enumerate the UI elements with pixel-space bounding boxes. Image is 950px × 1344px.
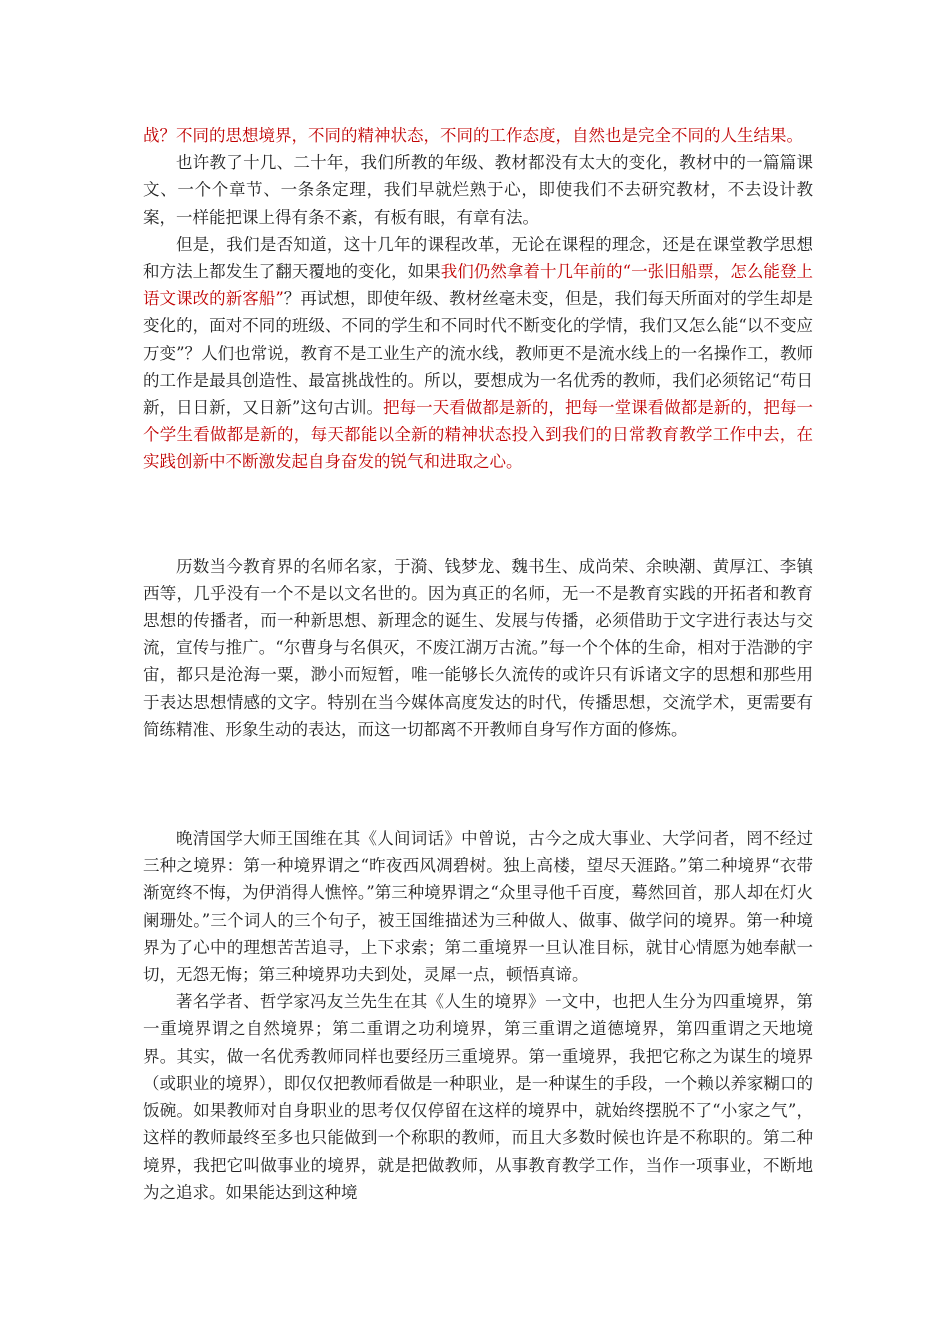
paragraph-curriculum-reform bbox=[143, 231, 813, 476]
reform-text-body: ？再试想，即使年级、教材丝毫未变，但是，我们每天所面对的学生却是变化的，面对不同的班级、不同的学生和不同时代不断变化的学情，我们又怎么能“以不变应万变”？人们也常说，教育不是工业生产的流水线，教师更不是流水线上的一名操作工，教师的工作是最具创造性、最富挑战性的。所以，要想成为一名优秀的教师，我们必须铭记“苟日新，日日新，又日新”这句古训。 bbox=[143, 289, 813, 418]
reform-highlight-ticket: 我们仍然拿着十几年前的“一张旧船票，怎么能登上语文课改的新客船” bbox=[143, 262, 813, 309]
reform-highlight-renewal: 把每一天看做都是新的，把每一堂课看做都是新的，把每一个学生看做都是新的，每天都能以全新的精神状态投入到我们的日常教育教学工作中去，在实践创新中不断激发起自身奋发的锐气和进取之心。 bbox=[143, 398, 814, 472]
paragraph-teaching-experience: 也许教了十几、二十年，我们所教的年级、教材都没有太大的变化，教材中的一篇篇课文、一个个章节、一条条定理，我们早就烂熟于心，即使我们不去研究教材，不去设计教案，一样能把课上得有条不紊，有板有眼，有章有法。 bbox=[143, 153, 813, 227]
document-body bbox=[143, 122, 813, 1206]
reform-text-intro: 但是，我们是否知道，这十几年的课程改革，无论在课程的理念，还是在课堂教学思想和方法上都发生了翻天覆地的变化，如果 bbox=[143, 234, 813, 282]
section-spacer bbox=[143, 476, 813, 553]
paragraph-feng-youlan: 著名学者、哲学家冯友兰先生在其《人生的境界》一文中，也把人生分为四重境界，第一重境界谓之自然境界；第二重谓之功利境界，第三重谓之道德境界，第四重谓之天地境界。其实，做一名优秀教师同样也要经历三重境界。第一重境界，我把它称之为谋生的境界（或职业的境界），即仅仅把教师看做是一种职业，是一种谋生的手段，一个赖以养家糊口的饭碗。如果教师对自身职业的思考仅仅停留在这样的境界中，就始终摆脱不了“小家之气”，这样的教师最终至多也只能做到一个称职的教师，而且大多数时候也许是不称职的。第二种境界，我把它叫做事业的境界，就是把做教师，从事教育教学工作，当作一项事业，不断地为之追求。如果能达到这种境 bbox=[143, 992, 813, 1202]
paragraph-famous-teachers: 历数当今教育界的名师名家，于漪、钱梦龙、魏书生、成尚荣、余映潮、黄厚江、李镇西等，几乎没有一个不是以文名世的。因为真正的名师，无一不是教育实践的开拓者和教育思想的传播者，而一种新思想、新理念的诞生、发展与传播，必须借助于文字进行表达与交流，宣传与推广。“尔曹身与名俱灭，不废江湖万古流。”每一个个体的生命，相对于浩渺的宇宙，都只是沧海一粟，渺小而短暂，唯一能够长久流传的或许只有诉诸文字的思想和那些用于表达思想情感的文字。特别在当今媒体高度发达的时代，传播思想，交流学术，更需要有简练精准、形象生动的表达，而这一切都离不开教师自身写作方面的修炼。 bbox=[143, 556, 813, 739]
paragraph-wang-guowei: 晚清国学大师王国维在其《人间词话》中曾说，古今之成大事业、大学问者，罔不经过三种之境界：第一种境界谓之“昨夜西风凋碧树。独上高楼，望尽天涯路。”第二种境界“衣带渐宽终不悔，为伊消得人憔悴。”第三种境界谓之“众里寻他千百度，蓦然回首，那人却在灯火阑珊处。”三个词人的三个句子，被王国维描述为三种做人、做事、做学问的境界。第一种境界为了心中的理想苦苦追寻，上下求索；第二重境界一旦认准目标，就甘心情愿为她奉献一切，无怨无悔；第三种境界功夫到处，灵犀一点，顿悟真谛。 bbox=[143, 829, 813, 985]
paragraph-conclusion: 战？不同的思想境界，不同的精神状态，不同的工作态度，自然也是完全不同的人生结果。 bbox=[143, 126, 803, 145]
section-spacer bbox=[143, 743, 813, 825]
